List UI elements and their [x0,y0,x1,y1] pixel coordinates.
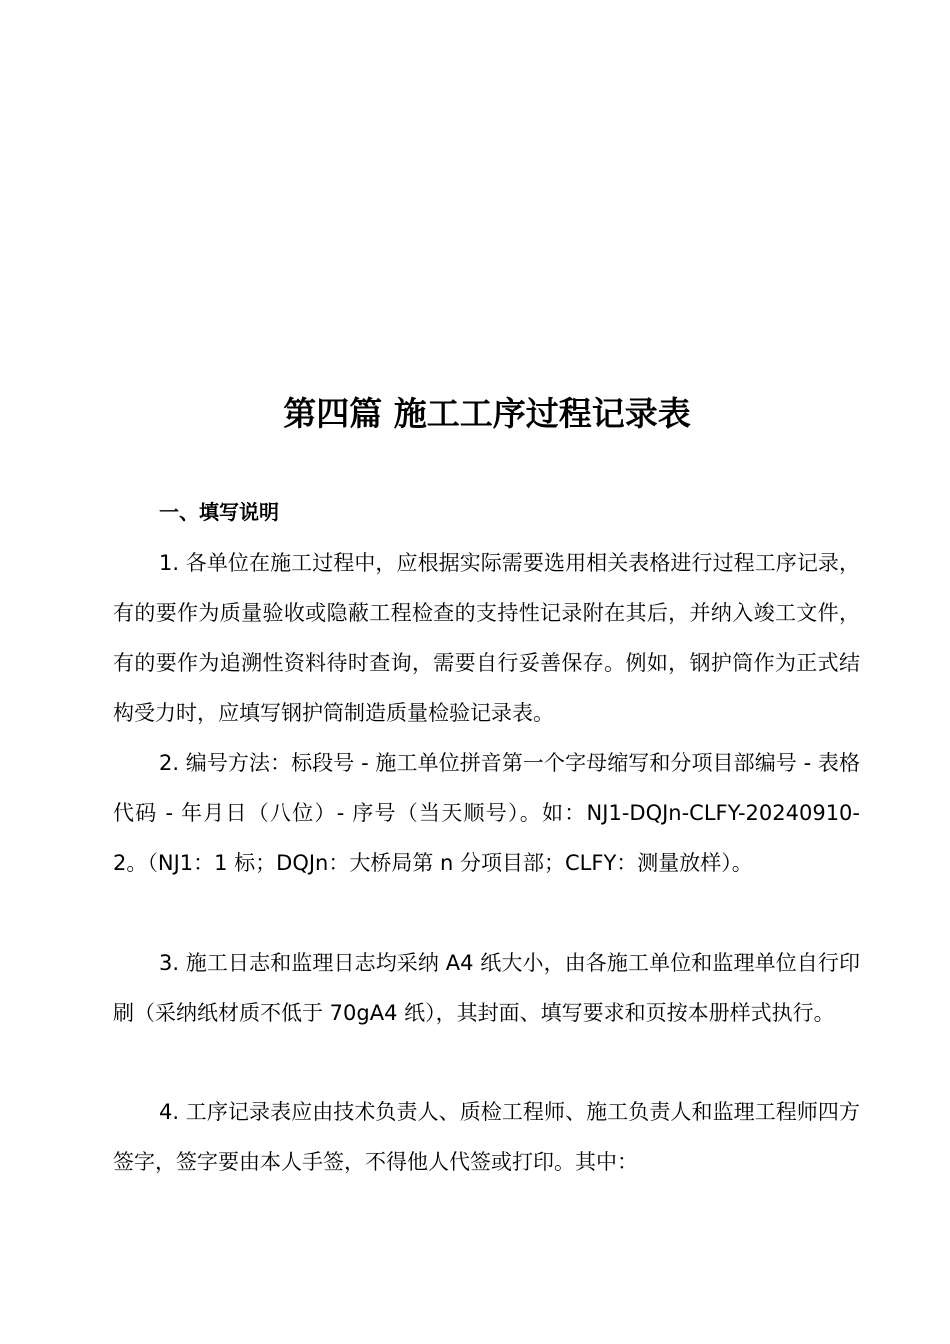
paragraph-2: 2. 编号方法：标段号 - 施工单位拼音第一个字母缩写和分项目部编号 - 表格代码 - 年月日（八位）- 序号（当天顺号）。如：NJ1-DQJn-CLFY-20240910-2。（NJ1：1 标；DQJn：大桥局第 n 分项目部；CLFY：测量放样）。 [113,751,860,875]
section-heading: 一、填写说明 [159,500,279,524]
paragraph-1: 1. 各单位在施工过程中，应根据实际需要选用相关表格进行过程工序记录，有的要作为质量验收或隐蔽工程检查的支持性记录附在其后，并纳入竣工文件，有的要作为追溯性资料待时查询，需要自行妥善保存。例如，钢护筒作为正式结构受力时，应填写钢护筒制造质量检验记录表。 [113,551,860,725]
paragraph-3: 3. 施工日志和监理日志均采纳 A4 纸大小，由各施工单位和监理单位自行印刷（采纳纸材质不低于 70gA4 纸），其封面、填写要求和页按本册样式执行。 [113,951,860,1025]
paragraph-4: 4. 工序记录表应由技术负责人、质检工程师、施工负责人和监理工程师四方签字，签字要由本人手签，不得他人代签或打印。其中： [113,1100,860,1174]
document-title: 第四篇 施工工序过程记录表 [283,394,691,433]
